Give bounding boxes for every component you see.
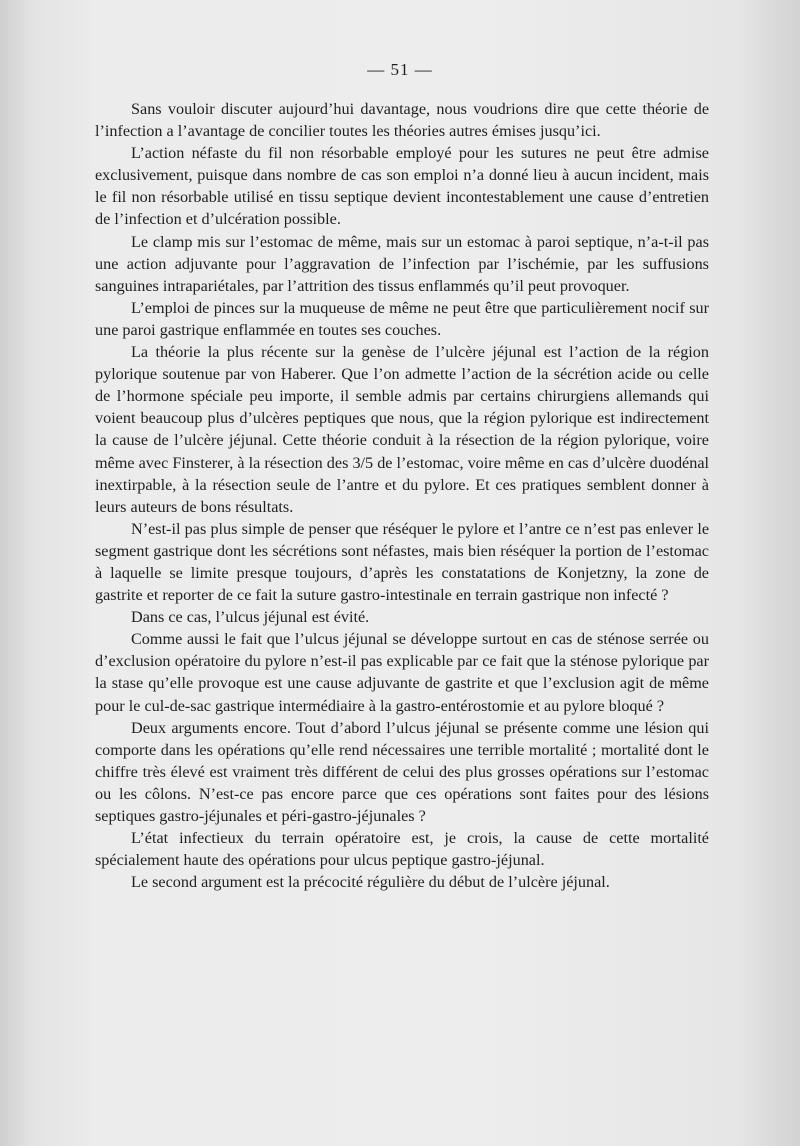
paragraph: Le second argument est la précocité régulière du début de l’ulcère jéjunal. bbox=[131, 873, 610, 892]
page-number: — 51 — bbox=[367, 60, 433, 79]
paragraph: L’action néfaste du fil non résorbable employé pour les sutures ne peut être admise exclusivement, puisque dans nombre de cas son emploi n’a donné lieu à aucun incident, mais le fil non résorbable utilisé en tissu septique devient incontestablement une cause d’entretien de l’infection et d’ulcération possible. bbox=[95, 144, 709, 229]
paragraph: Dans ce cas, l’ulcus jéjunal est évité. bbox=[131, 608, 370, 627]
body-text bbox=[95, 98, 709, 893]
paragraph: La théorie la plus récente sur la genèse de l’ulcère jéjunal est l’action de la région pylorique soutenue par von Haberer. Que l’on admette l’action de la sécrétion acide ou celle de l’hormone spéciale peu importe, il semble admis par certains chirurgiens allemands qui voient beaucoup plus d’ulcères peptiques que nous, que la région pylorique est indirectement la cause de l’ulcère jéjunal. Cette théorie conduit à la résection de la région pylorique, voire même avec Finsterer, à la résection des 3/5 de l’estomac, voire même en cas d’ulcère duodénal inextirpable, à la résection seule de l’antre et du pylore. Et ces pratiques semblent donner à leurs auteurs de bons résultats. bbox=[95, 343, 709, 516]
paragraph: Sans vouloir discuter aujourd’hui davantage, nous voudrions dire que cette théorie de l’infection a l’avantage de concilier toutes les théories autres émises jusqu’ici. bbox=[95, 100, 709, 141]
paragraph: N’est-il pas plus simple de penser que réséquer le pylore et l’antre ce n’est pas enlever le segment gastrique dont les sécrétions sont néfastes, mais bien réséquer la portion de l’estomac à laquelle se limite presque toujours, d’après les constatations de Konjetzny, la zone de gastrite et reporter de ce fait la suture gastro-intestinale en terrain gastrique non infecté ? bbox=[95, 519, 709, 605]
paragraph: L’emploi de pinces sur la muqueuse de même ne peut être que particulièrement nocif sur une paroi gastrique enflammée en toutes ses couches. bbox=[95, 298, 709, 339]
paragraph: Deux arguments encore. Tout d’abord l’ulcus jéjunal se présente comme une lésion qui comporte dans les opérations qu’elle rend nécessaires une terrible mortalité ; mortalité dont le chiffre très élevé est vraiment très différent de celui des plus grosses opérations sur l’estomac ou les côlons. N’est-ce pas encore parce que ces opérations sont faites pour des lésions septiques gastro-jéjunales et péri-gastro-jéjunales ? bbox=[95, 718, 709, 825]
paragraph: Le clamp mis sur l’estomac de même, mais sur un estomac à paroi septique, n’a-t-il pas une action adjuvante pour l’aggravation de l’infection par l’ischémie, par les suffusions sanguines intrapariétales, par l’attrition des tissus enflammés qu’il peut provoquer. bbox=[95, 232, 709, 295]
paragraph: Comme aussi le fait que l’ulcus jéjunal se développe surtout en cas de sténose serrée ou d’exclusion opératoire du pylore n’est-il pas explicable par ce fait que la sténose pylorique par la stase qu’elle provoque est une cause adjuvante de gastrite et que l’exclusion agit de même pour le cul-de-sac gastrique intermédiaire à la gastro-entérostomie et au pylore bloqué ? bbox=[95, 630, 709, 715]
paragraph: L’état infectieux du terrain opératoire est, je crois, la cause de cette mortalité spécialement haute des opérations pour ulcus peptique gastro-jéjunal. bbox=[95, 829, 709, 870]
